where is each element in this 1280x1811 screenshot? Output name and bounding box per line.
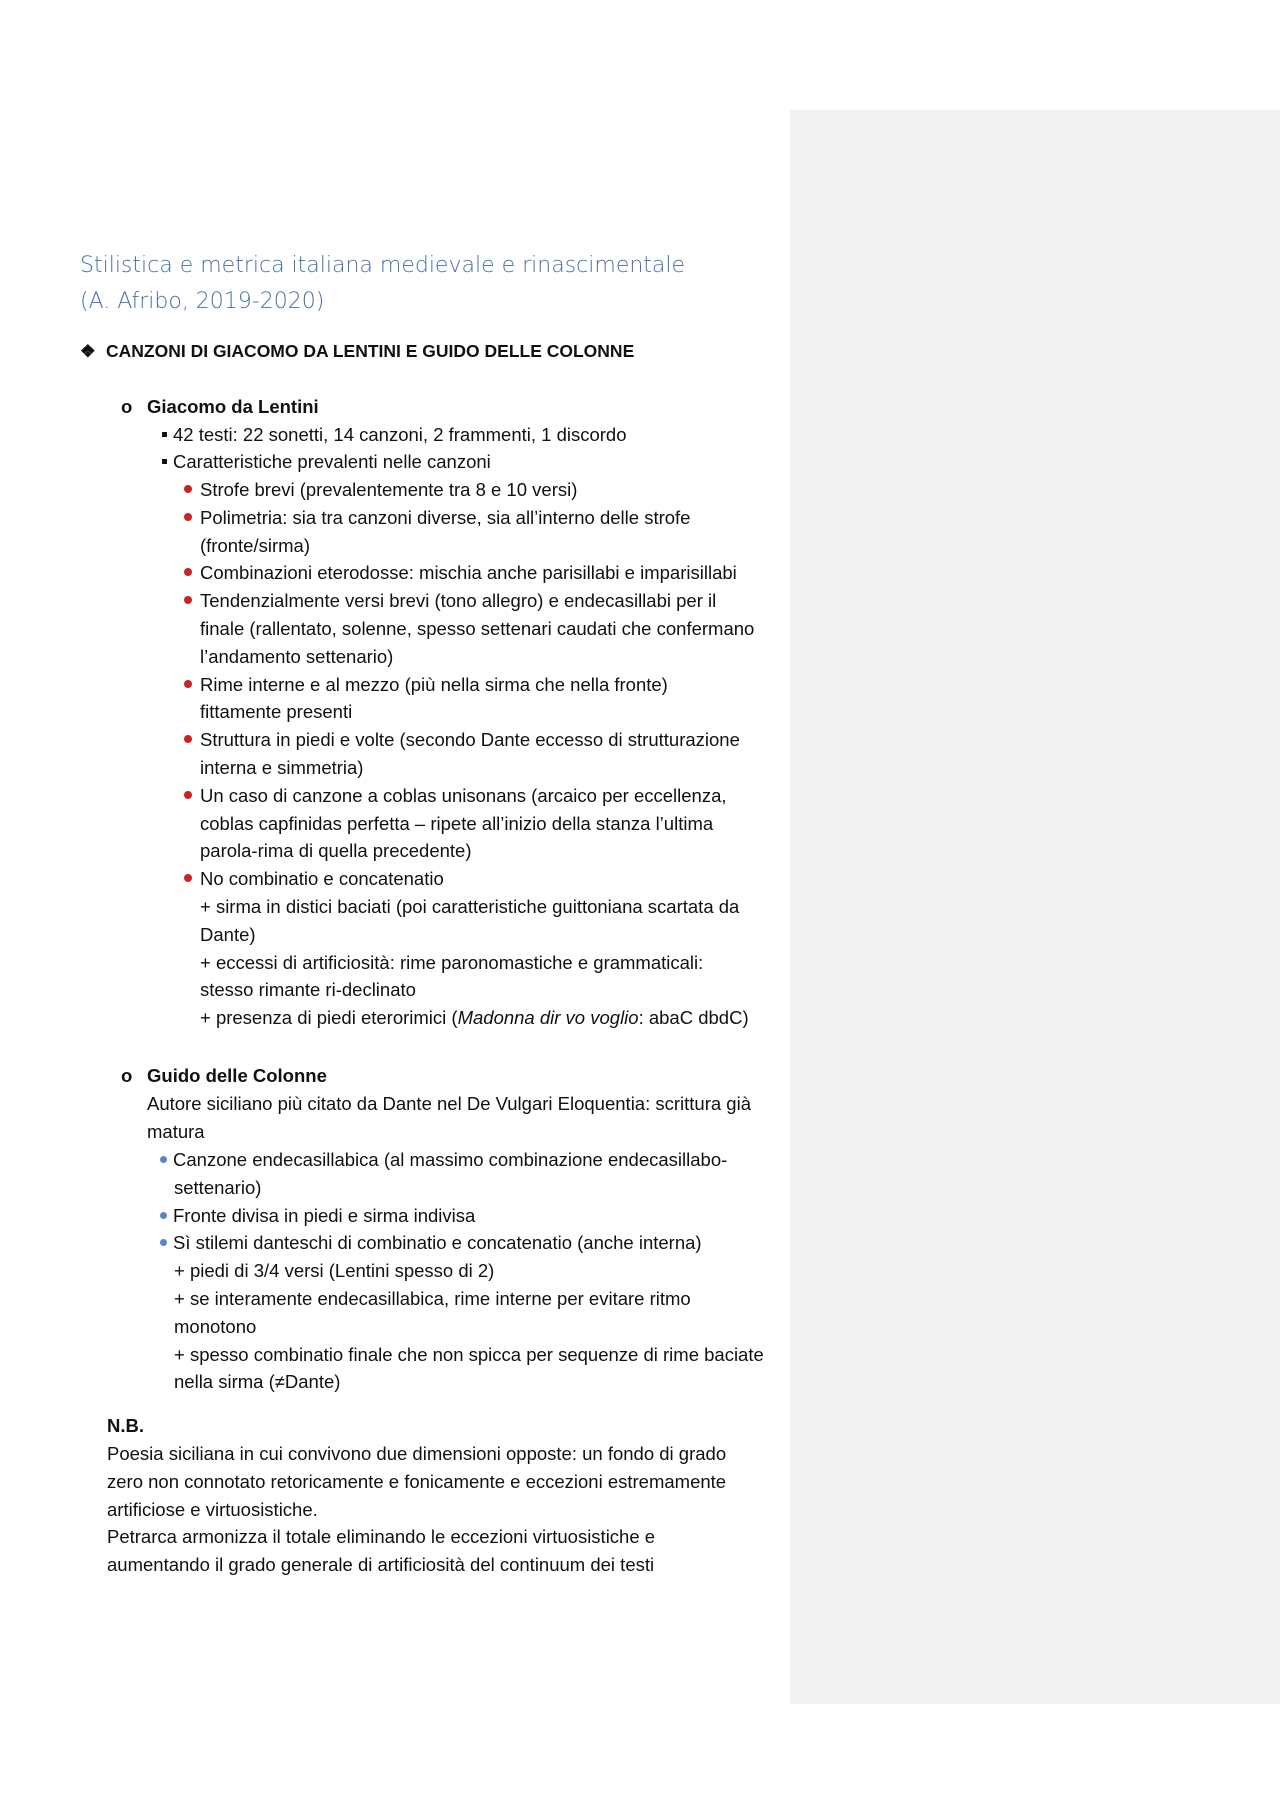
list-item: Sì stilemi danteschi di combinatio e concatenatio (anche interna) <box>160 1229 702 1257</box>
nb-line: artificiose e virtuosistiche. <box>107 1498 318 1520</box>
list-item-continuation: (fronte/sirma) <box>200 534 310 556</box>
title-line-1: Stilistica e metrica italiana medievale e rinascimentale <box>80 253 686 278</box>
list-item-continuation: Dante) <box>200 923 256 945</box>
subheading-colonne: o Guido delle Colonne <box>147 1062 327 1090</box>
nb-line: Petrarca armonizza il totale eliminando le eccezioni virtuosistiche e <box>107 1526 656 1548</box>
list-item-continuation: + piedi di 3/4 versi (Lentini spesso di 2) <box>174 1260 495 1282</box>
list-item-continuation: + spesso combinatio finale che non spicca per sequenze di rime baciate <box>174 1343 764 1365</box>
diamond-bullet-icon: ❖ <box>80 341 96 361</box>
blue-bullet-icon <box>160 1212 167 1219</box>
document-title <box>80 248 685 320</box>
red-bullet-icon <box>184 485 192 493</box>
list-item-continuation: + se interamente endecasillabica, rime interne per evitare ritmo <box>174 1288 691 1309</box>
list-item-continuation: settenario) <box>174 1176 262 1198</box>
nb-line: zero non connotato retoricamente e fonicamente e eccezioni estremamente <box>107 1470 727 1492</box>
red-bullet-icon <box>184 568 192 576</box>
red-bullet-icon <box>184 735 192 743</box>
list-item-continuation: nella sirma (≠Dante) <box>174 1371 341 1393</box>
subheading-lentini: o Giacomo da Lentini <box>147 393 319 421</box>
list-item-continuation: coblas capfinidas perfetta – ripete all’inizio della stanza l’ultima <box>200 812 714 834</box>
list-item-continuation: stesso rimante ri-declinato <box>200 979 416 1001</box>
nb-line: aumentando il grado generale di artificiosità del continuum dei testi <box>107 1554 655 1576</box>
nb-line: Poesia siciliana in cui convivono due dimensioni opposte: un fondo di grado <box>107 1443 727 1464</box>
red-bullet-icon <box>184 513 192 521</box>
nb-heading: N.B. <box>107 1415 144 1436</box>
list-item-continuation: parola-rima di quella precedente) <box>200 840 472 862</box>
list-item-continuation: + presenza di piedi eterorimici (Madonna dir vo voglio: abaC dbdC) <box>200 1007 749 1029</box>
list-item: Un caso di canzone a coblas unisonans (arcaico per eccellenza, <box>184 782 727 810</box>
blue-bullet-icon <box>160 1239 167 1246</box>
list-item: Struttura in piedi e volte (secondo Dante eccesso di strutturazione <box>184 726 740 754</box>
title-line-2: (A. Afribo, 2019-2020) <box>80 289 325 314</box>
list-item-continuation: monotono <box>174 1315 257 1337</box>
blue-bullet-icon <box>160 1156 167 1163</box>
list-item-continuation: l’andamento settenario) <box>200 645 394 667</box>
list-item-continuation: finale (rallentato, solenne, spesso settenari caudati che confermano <box>200 618 755 639</box>
red-bullet-icon <box>184 680 192 688</box>
list-item: Rime interne e al mezzo (più nella sirma che nella fronte) <box>184 671 668 699</box>
colonne-intro-line: Autore siciliano più citato da Dante nel De Vulgari Eloquentia: scrittura già <box>147 1093 751 1114</box>
red-bullet-icon <box>184 596 192 604</box>
list-item: Combinazioni eterodosse: mischia anche parisillabi e imparisillabi <box>184 559 737 587</box>
list-item: Strofe brevi (prevalentemente tra 8 e 10 versi) <box>184 476 577 504</box>
list-item-continuation: fittamente presenti <box>200 701 353 723</box>
list-item-continuation: + eccessi di artificiosità: rime paronomastiche e grammaticali: <box>200 951 704 973</box>
circle-bullet-icon: o <box>121 396 133 417</box>
square-bullet-icon <box>162 432 167 437</box>
comment-margin-pane <box>790 110 1280 1704</box>
colonne-intro-line: matura <box>147 1121 205 1142</box>
red-bullet-icon <box>184 791 192 799</box>
square-bullet-icon <box>162 459 167 464</box>
list-item: Caratteristiche prevalenti nelle canzoni <box>162 448 491 476</box>
list-item: Fronte divisa in piedi e sirma indivisa <box>160 1202 475 1230</box>
list-item: 42 testi: 22 sonetti, 14 canzoni, 2 frammenti, 1 discordo <box>162 421 627 449</box>
list-item: No combinatio e concatenatio <box>184 865 444 893</box>
red-bullet-icon <box>184 874 192 882</box>
circle-bullet-icon: o <box>121 1065 133 1086</box>
list-item: Canzone endecasillabica (al massimo combinazione endecasillabo- <box>160 1146 727 1174</box>
list-item: Tendenzialmente versi brevi (tono allegro) e endecasillabi per il <box>184 587 716 615</box>
list-item-continuation: interna e simmetria) <box>200 757 364 778</box>
section-heading: ❖ CANZONI DI GIACOMO DA LENTINI E GUIDO DELLE COLONNE <box>80 338 634 366</box>
list-item-continuation: + sirma in distici baciati (poi caratteristiche guittoniana scartata da <box>200 896 740 917</box>
list-item: Polimetria: sia tra canzoni diverse, sia all’interno delle strofe <box>184 504 690 532</box>
